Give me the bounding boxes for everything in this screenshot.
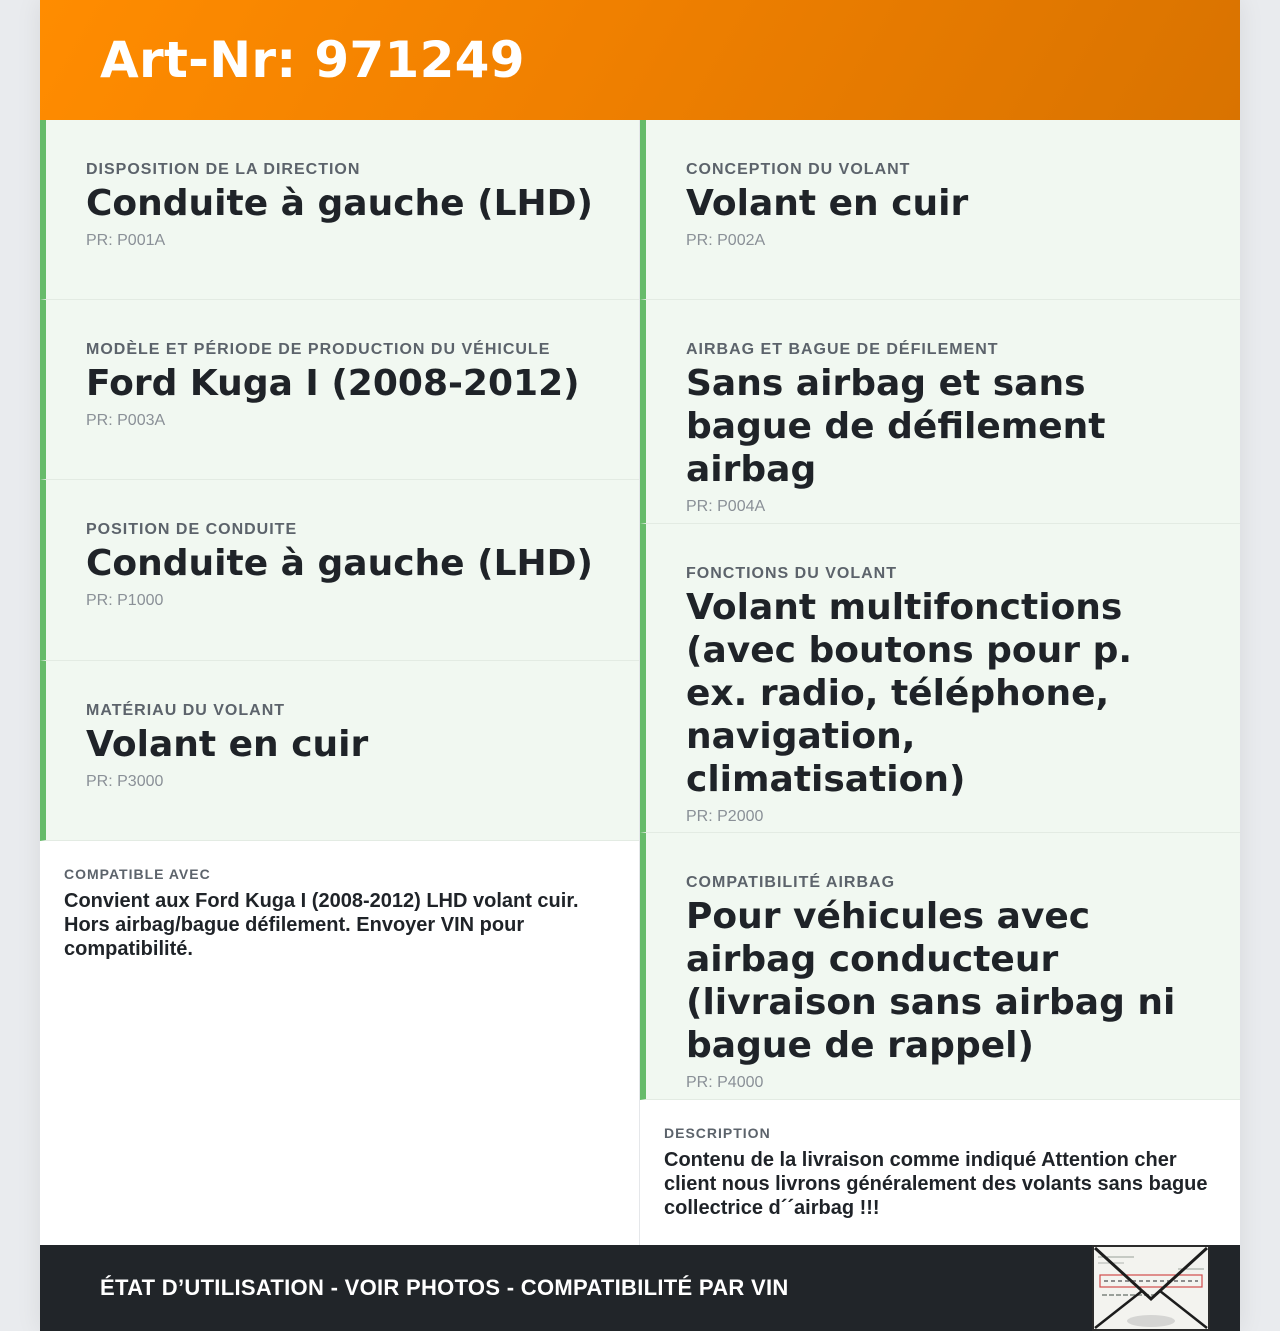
spec-pr-code: PR: P1000 <box>86 592 164 609</box>
product-sheet <box>40 0 1240 1331</box>
spec-label: AIRBAG ET BAGUE DE DÉFILEMENT <box>686 341 999 358</box>
description-section <box>640 1100 1240 1245</box>
spec-value: Sans airbag et sans bague de défilement airbag <box>686 363 1106 490</box>
spec-label: MODÈLE ET PÉRIODE DE PRODUCTION DU VÉHICULE <box>86 341 551 358</box>
spec-value: Volant en cuir <box>86 724 369 765</box>
spec-label: COMPATIBILITÉ AIRBAG <box>686 874 896 891</box>
spec-label: MATÉRIAU DU VOLANT <box>86 702 286 719</box>
spec-value: Volant multifonctions (avec boutons pour p. ex. radio, téléphone, navigation, climatisation) <box>686 587 1133 800</box>
spec-value: Ford Kuga I (2008-2012) <box>86 363 580 404</box>
spec-card-airbag-compat <box>640 833 1240 1100</box>
compatible-label: COMPATIBLE AVEC <box>64 866 211 882</box>
header-banner <box>40 0 1240 120</box>
spec-column-left <box>40 120 640 1245</box>
spec-pr-code: PR: P3000 <box>86 773 164 790</box>
spec-card-airbag-ring <box>640 300 1240 524</box>
spec-value: Conduite à gauche (LHD) <box>86 543 593 584</box>
description-label: DESCRIPTION <box>664 1125 771 1141</box>
description-text: Contenu de la livraison comme indiqué Attention cher client nous livrons généralement des volants sans bague collectrice d´´airbag !!! <box>664 1149 1208 1219</box>
spec-card-vehicle-model <box>40 300 639 480</box>
spec-card-driving-position <box>40 480 639 661</box>
spec-column-right <box>640 120 1240 1245</box>
spec-pr-code: PR: P003A <box>86 412 166 429</box>
document-thumbnail[interactable] <box>1092 1245 1210 1331</box>
spec-value: Pour véhicules avec airbag conducteur (livraison sans airbag ni bague de rappel) <box>686 896 1176 1066</box>
spec-pr-code: PR: P001A <box>86 232 166 249</box>
spec-card-steering-layout <box>40 120 639 300</box>
compatible-with-section <box>40 841 639 1245</box>
envelope-document-icon <box>1094 1247 1208 1329</box>
spec-label: CONCEPTION DU VOLANT <box>686 161 911 178</box>
footer-bar <box>40 1245 1240 1331</box>
footer-notice: ÉTAT D’UTILISATION - VOIR PHOTOS - COMPATIBILITÉ PAR VIN <box>100 1275 789 1300</box>
spec-value: Volant en cuir <box>686 183 969 224</box>
article-number-title: Art-Nr: 971249 <box>100 31 525 89</box>
spec-card-wheel-material <box>40 661 639 841</box>
spec-grid <box>40 120 1240 1245</box>
spec-pr-code: PR: P2000 <box>686 808 764 825</box>
spec-pr-code: PR: P004A <box>686 498 766 515</box>
spec-pr-code: PR: P4000 <box>686 1074 764 1091</box>
spec-card-wheel-functions <box>640 524 1240 833</box>
spec-value: Conduite à gauche (LHD) <box>86 183 593 224</box>
spec-label: DISPOSITION DE LA DIRECTION <box>86 161 361 178</box>
spec-label: POSITION DE CONDUITE <box>86 521 298 538</box>
compatible-text: Convient aux Ford Kuga I (2008-2012) LHD volant cuir. Hors airbag/bague défilement. Envoyer VIN pour compatibilité. <box>64 890 579 960</box>
spec-label: FONCTIONS DU VOLANT <box>686 565 897 582</box>
spec-pr-code: PR: P002A <box>686 232 766 249</box>
spec-card-wheel-design <box>640 120 1240 300</box>
